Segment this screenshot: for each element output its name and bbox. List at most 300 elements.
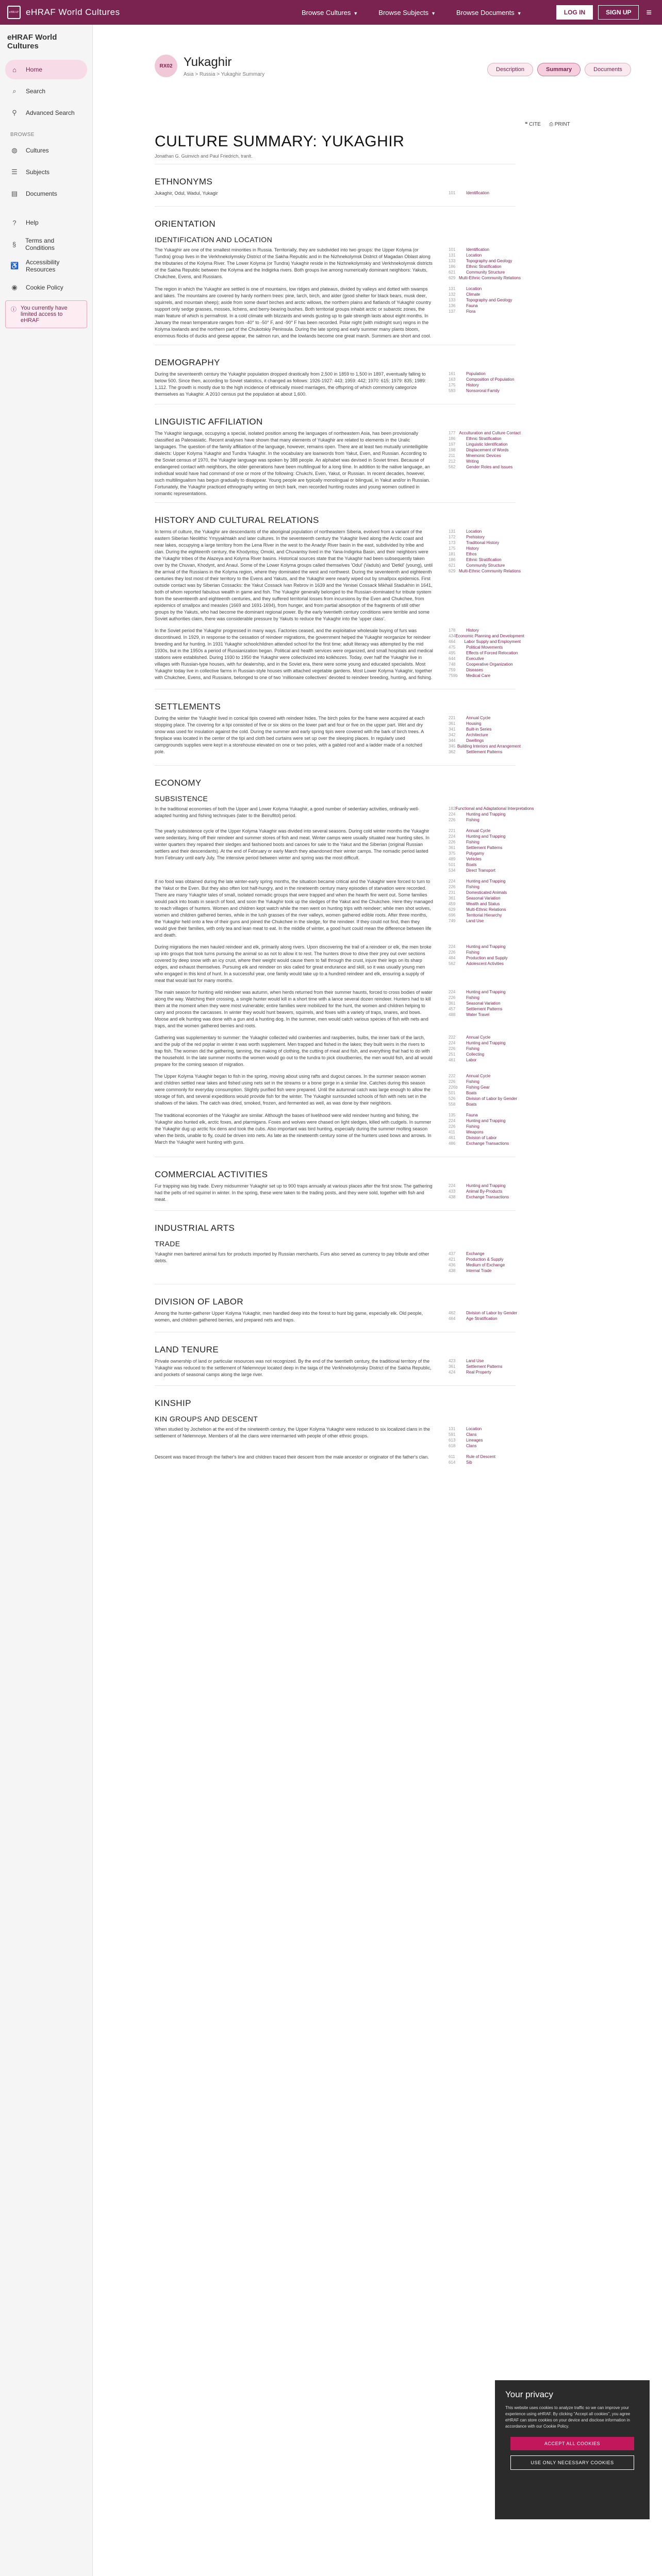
paragraph-text: Private ownership of land or particular resources was not recognized. By the end of the twentieth century, the traditional territory of the Yukaghir was reduced to the settlement of Nelemnoye located deep in the taiga of the Verkhnekolymsky District of the Sakha Republic, and pockets of seasonal camps along the large river.	[155, 1359, 432, 1377]
ocm-code-number: 251	[449, 1052, 456, 1057]
ocm-code-number: 484	[449, 956, 456, 960]
ocm-code-number: 424	[449, 1370, 456, 1375]
ocm-code-number: 181	[449, 552, 456, 556]
ocm-code-row[interactable]	[449, 995, 521, 1001]
ocm-code-number: 177	[449, 431, 456, 435]
sidebar-item-accessibility[interactable]	[5, 256, 87, 276]
sidebar-item-label: Home	[26, 66, 43, 73]
ocm-code-number: 621	[449, 563, 456, 568]
ocm-code-number: 591	[449, 1432, 456, 1437]
ocm-code-row[interactable]	[449, 811, 521, 817]
ocm-code-row[interactable]	[449, 732, 521, 738]
ocm-code-label: History	[466, 546, 479, 551]
ocm-code-row[interactable]	[449, 1046, 521, 1052]
paragraph-text: During migrations the men hauled reindeer and elk, primarily along rivers. Upon discovering the trail of a reindeer or elk, the men broke up into groups that took turns pursuing the animal so as not to allow it to rest. The hunters drove to drive their prey out over sections covered by deep snow with an icy crust, where their weight would cause them to fall through the crust, injure their legs on its sharp edges, and exhaust themselves. Pursuing elk and reindeer on skis called for great endurance and skill, so it was usually young men who engaged in this kind of hunt. In a successful year, one family would take up to a hundred reindeer and elk, ensuring a supply of meat that would last for many months.	[155, 944, 432, 983]
ocm-code-row[interactable]	[449, 650, 521, 656]
ocm-code-row[interactable]	[449, 1124, 521, 1129]
ocm-code-row[interactable]	[449, 912, 521, 918]
section-heading: ETHNONYMS	[155, 177, 213, 187]
paragraph-block	[155, 1035, 516, 1068]
ocm-code-number: 461	[449, 1136, 456, 1140]
ocm-code-number: 175	[449, 546, 456, 551]
ocm-code-number: 457	[449, 1007, 456, 1011]
ocm-code-number: 759	[449, 668, 456, 672]
ocm-code-row[interactable]	[449, 639, 521, 645]
ocm-code-row[interactable]	[449, 1262, 521, 1268]
ocm-code-row[interactable]	[449, 856, 521, 862]
ocm-code-list	[449, 286, 521, 314]
ocm-code-label: Seasonal Variation	[466, 896, 501, 901]
ocm-code-label: Medium of Exchange	[466, 1263, 505, 1267]
privacy-title: Your privacy	[505, 2389, 553, 2399]
document-authors: Jonathan G. Guinvich and Paul Friedrich, tranlt.	[155, 154, 253, 159]
ocm-code-number: 224	[449, 944, 456, 949]
ocm-code-row[interactable]	[449, 839, 521, 845]
ocm-code-label: Production & Supply	[466, 1257, 504, 1262]
ocm-code-row[interactable]	[449, 1118, 521, 1124]
culture-name: Yukaghir	[184, 55, 232, 69]
brand[interactable]	[0, 6, 155, 19]
ocm-code-number: 486	[449, 1141, 456, 1146]
ocm-code-row[interactable]	[449, 944, 521, 950]
ocm-code-number: 438	[449, 1195, 456, 1199]
sidebar-item-documents[interactable]	[5, 184, 87, 204]
ocm-code-row[interactable]	[449, 1364, 521, 1369]
ocm-code-row[interactable]	[449, 252, 521, 258]
ocm-code-row[interactable]	[449, 292, 521, 297]
ocm-code-row[interactable]	[449, 1189, 521, 1194]
ocm-code-label: Linguistic Identification	[466, 442, 508, 447]
ocm-code-label: Exchange Transactions	[466, 1195, 509, 1199]
ocm-code-label: Hunting and Trapping	[466, 1118, 506, 1123]
cite-button[interactable]	[525, 122, 541, 127]
ocm-code-row[interactable]	[449, 1101, 521, 1107]
ocm-code-number: 224	[449, 879, 456, 884]
ocm-code-number: 221	[449, 716, 456, 720]
ocm-code-row[interactable]	[449, 1079, 521, 1084]
ocm-code-label: History	[466, 383, 479, 387]
ocm-code-row[interactable]	[449, 878, 521, 884]
subsection-heading: KIN GROUPS AND DESCENT	[155, 1415, 258, 1423]
section-heading: DIVISION OF LABOR	[155, 1297, 244, 1307]
ocm-code-row[interactable]	[449, 721, 521, 726]
ocm-code-number: 361	[449, 1001, 456, 1006]
ocm-code-row[interactable]	[449, 656, 521, 662]
ocm-code-label: Topography and Geology	[466, 259, 512, 263]
ocm-code-row[interactable]	[449, 1432, 521, 1437]
paragraph-block	[155, 1358, 516, 1380]
ocm-code-row[interactable]	[449, 459, 521, 464]
ocm-code-row[interactable]	[449, 303, 521, 309]
ocm-code-row[interactable]	[449, 645, 521, 650]
ocm-code-number: 226	[449, 1079, 456, 1084]
paragraph-text: The Yukaghir language, occupying a special, isolated position among the languages of northeastern Asia, has been provisionally classified as Paleoasiatic. Recent analyses have shown that many elements of Yukaghir are related to elements in the Uralic languages. The question of the family affiliation of the language, however, remains open. There are at least two mutually unintelligible dialects: Upper Kolyma Yukaghir and Tundra Yukaghir. In the vocabulary are loanwords from Yakut, Even, and Russian. According to the Soviet census of 1970, the Yukaghir language was spoken by 388 people. An alphabet was devised in Soviet times. Because of endangered contact with neighbors, the older generations have been multilingual for a long time. In addition to the native language, an individual would have had command of one or more of the following: Chukchi, Even, Yakut, or Russian. In recent decades, however, such multilingualism has begun gradually to disappear. Young people are typically monolingual or bilingual, in Yakut and/or in Russian. Fortunately, the Yukaghir practiced ethnography writing on birch bark, men recorded hunting routes and young women outlined in romantic representations.	[155, 431, 431, 496]
ocm-code-row[interactable]	[449, 1251, 521, 1257]
ocm-code-row[interactable]	[449, 961, 521, 967]
ocm-code-number: 526	[449, 1096, 456, 1101]
ocm-code-number: 222	[449, 1035, 456, 1040]
sidebar-spacer	[5, 206, 87, 213]
ocm-code-row[interactable]	[449, 309, 521, 314]
cite-label: CITE	[529, 122, 541, 127]
ocm-code-row[interactable]	[449, 540, 521, 546]
ocm-code-label: Direct Transport	[466, 868, 495, 873]
ocm-code-label: Annual Cycle	[466, 716, 491, 720]
ocm-code-row[interactable]	[449, 1052, 521, 1057]
ocm-code-label: Boats	[466, 1102, 477, 1107]
ocm-code-row[interactable]	[449, 749, 521, 755]
sidebar-item-label: Accessibility Resources	[26, 259, 60, 273]
ocm-code-row[interactable]	[449, 851, 521, 856]
ocm-code-label: Annual Cycle	[466, 1035, 491, 1040]
section-heading: INDUSTRIAL ARTS	[155, 1223, 235, 1233]
ocm-code-row[interactable]	[449, 901, 521, 907]
ocm-code-number: 361	[449, 896, 456, 901]
ocm-code-number: 759b	[449, 673, 458, 678]
ocm-code-number: 438	[449, 1268, 456, 1273]
ocm-code-number: 342	[449, 733, 456, 737]
ocm-code-row[interactable]	[449, 1040, 521, 1046]
ocm-code-number: 101	[449, 247, 456, 252]
ocm-code-list	[449, 628, 524, 679]
ocm-code-number: 437	[449, 1251, 456, 1256]
ocm-code-row[interactable]	[449, 806, 534, 811]
ocm-code-number: 161	[449, 371, 456, 376]
ocm-code-row[interactable]	[449, 1454, 521, 1460]
ocm-code-number: 562	[449, 961, 456, 966]
advanced-search-icon: ⚲	[12, 109, 17, 116]
ocm-code-label: Political Movements	[466, 645, 503, 650]
ocm-code-label: Fishing	[466, 840, 479, 844]
ocm-code-row[interactable]	[449, 371, 521, 377]
ocm-code-number: 226	[449, 840, 456, 844]
ocm-code-row[interactable]	[449, 1090, 521, 1096]
ocm-code-row[interactable]	[449, 1316, 521, 1321]
chevron-down-icon: ▼	[353, 10, 358, 16]
ocm-code-row[interactable]	[449, 1012, 521, 1018]
nav-browse-cultures[interactable]	[291, 9, 368, 16]
ocm-code-label: Hunting and Trapping	[466, 944, 506, 949]
ocm-code-row[interactable]	[449, 828, 521, 834]
ocm-code-row[interactable]	[449, 989, 521, 995]
ocm-code-label: Territorial Hierarchy	[466, 913, 502, 918]
ocm-code-label: Identification	[466, 247, 489, 252]
ocm-code-row[interactable]	[449, 382, 521, 388]
ocm-code-row[interactable]	[449, 633, 524, 639]
ocm-code-row[interactable]	[449, 1096, 521, 1101]
ocm-code-row[interactable]	[449, 557, 521, 563]
document-tools	[525, 122, 613, 127]
ocm-code-row[interactable]	[449, 950, 521, 955]
ocm-code-list	[449, 715, 521, 755]
info-icon: ⓘ	[11, 307, 16, 313]
document-sections	[155, 164, 534, 1470]
limited-access-notice[interactable]	[5, 300, 87, 328]
ocm-code-row[interactable]	[449, 1437, 521, 1443]
ocm-code-label: Identification	[466, 191, 489, 195]
ocm-code-row[interactable]	[449, 1443, 521, 1449]
document-body	[155, 133, 534, 1470]
paragraph-block	[155, 806, 534, 828]
login-button[interactable]: LOG IN	[556, 5, 593, 20]
ocm-code-label: Mnemonic Devices	[466, 453, 501, 458]
paragraph-block	[155, 529, 521, 622]
top-navigation-bar	[0, 0, 662, 25]
nav-label: Browse Cultures	[302, 8, 351, 16]
nav-browse-documents[interactable]	[446, 9, 532, 16]
ocm-code-row[interactable]	[449, 907, 521, 912]
ocm-code-label: Clans	[466, 1444, 477, 1448]
ocm-code-row[interactable]	[449, 667, 521, 673]
ocm-code-number: 644	[449, 656, 456, 661]
limited-access-text: You currently have limited access to eHRAF	[21, 305, 68, 324]
ocm-code-label: Internal Trade	[466, 1268, 492, 1273]
ocm-code-row[interactable]	[449, 534, 521, 540]
ocm-code-number: 186	[449, 557, 456, 562]
paragraph-block	[155, 1310, 516, 1327]
ocm-code-row[interactable]	[449, 190, 521, 196]
help-icon: ?	[12, 218, 16, 227]
ocm-code-row[interactable]	[449, 1073, 521, 1079]
ocm-code-row[interactable]	[449, 1268, 521, 1274]
ocm-code-number: 224	[449, 834, 456, 839]
sidebar-item-subjects[interactable]	[5, 162, 87, 182]
ocm-code-row[interactable]	[449, 884, 521, 890]
accessibility-icon: ♿	[10, 262, 19, 269]
ocm-code-row[interactable]	[449, 453, 521, 459]
ocm-code-row[interactable]	[449, 568, 521, 574]
paragraph-block	[155, 628, 524, 684]
ocm-code-label: Vehicles	[466, 857, 482, 861]
section-heading: ECONOMY	[155, 778, 202, 788]
ocm-code-row[interactable]	[449, 1194, 521, 1200]
ocm-code-row[interactable]	[449, 1460, 521, 1465]
ocm-code-row[interactable]	[449, 918, 521, 924]
ocm-code-row[interactable]	[449, 715, 521, 721]
ocm-code-number: 133	[449, 259, 456, 263]
ocm-code-number: 475	[449, 645, 456, 650]
ocm-code-label: Fishing	[466, 950, 479, 955]
section-divider	[155, 765, 516, 766]
ocm-code-label: Division of Labor	[466, 1136, 497, 1140]
paragraph-block	[155, 878, 516, 939]
paragraph-text: When studied by Jochelson at the end of the nineteenth century, the Upper Kolyma Yukaghir were reduced to six localized clans in the settlement of Nelemnoye. Members of all the clans were intermarried with people of other ethnic groups.	[155, 1427, 430, 1438]
ocm-code-label: Age Stratification	[466, 1316, 498, 1321]
paragraph-text: The Yukaghir are one of the smallest minorities in Russia. Territorially, they are subdivided into two groups: the Upper Kolyma (or Tundra) group lives in the Verkhnekolymskiy District of the Sakha Republic and in the Nizhnekolymsk District of Magadan Oblast along the tributaries of the Kolyma River. The Lower Kolyma (or Tundra) Yukaghir reside in the Nizhnekolymskiy and Verkhnekolymsk districts of the Sakha Republic between the Kolyma and the Indigirka rivers. Both groups live among numerically dominant neighbors: Yakuts, Chukchee, Evens, and Russians.	[155, 247, 433, 279]
ocm-code-list	[449, 1454, 521, 1465]
ocm-code-label: Location	[466, 529, 482, 534]
ocm-code-label: Polygamy	[466, 851, 485, 856]
tab-description[interactable]: Description	[487, 63, 533, 76]
ocm-code-row[interactable]	[449, 1141, 521, 1146]
sidebar-item-cookie-policy[interactable]	[5, 278, 87, 297]
ocm-code-row[interactable]	[449, 447, 521, 453]
ocm-code-row[interactable]	[449, 628, 521, 633]
ocm-code-row[interactable]	[449, 1112, 521, 1118]
ocm-code-row[interactable]	[449, 1057, 521, 1063]
paragraph-text: The Upper Kolyma Yukaghir began to fish in the spring, moving about using rafts and dugout canoes. In the summer season women and children settled near lakes and fished using nets set in the streams or a bone gorge in a similar line. Catches during this season were commonly for everyday consumption. Slightly purified fish were prepared. Until the autumnal catch was large enough to allow the storage of fish, and several expeditions would provide fish for the winter. The Yukaghir surrounded schools of fish with nets set in the shallows of the lakes. The catch was dried, smoked, frozen, and fermented as well, as was done by their neighbors.	[155, 1074, 431, 1106]
sidebar-item-home[interactable]	[5, 60, 87, 79]
ocm-code-row[interactable]	[449, 1084, 521, 1090]
section-heading: ORIENTATION	[155, 219, 216, 229]
ocm-code-list	[449, 1251, 521, 1274]
subsection-heading: SUBSISTENCE	[155, 794, 208, 803]
ocm-code-row[interactable]	[449, 1001, 521, 1006]
signup-button[interactable]: SIGN UP	[598, 5, 639, 20]
subsection-heading: TRADE	[155, 1240, 180, 1248]
ocm-code-number: 361	[449, 1364, 456, 1369]
ocm-code-row[interactable]	[449, 662, 521, 667]
ocm-code-label: Nonsororal Family	[466, 388, 500, 393]
ocm-code-row[interactable]	[449, 726, 521, 732]
ocm-code-row[interactable]	[449, 464, 521, 470]
ocm-code-label: Animal By-Products	[466, 1189, 503, 1194]
ocm-code-row[interactable]	[449, 834, 521, 839]
section-heading: COMMERCIAL ACTIVITIES	[155, 1170, 268, 1179]
ocm-code-label: Prehistory	[466, 535, 485, 539]
ocm-code-row[interactable]	[449, 1310, 521, 1316]
ocm-code-row[interactable]	[449, 430, 521, 436]
accept-all-cookies-button[interactable]: ACCEPT ALL COOKIES	[510, 2437, 634, 2450]
ocm-code-number: 361	[449, 845, 456, 850]
ocm-code-row[interactable]	[449, 1426, 521, 1432]
ocm-code-number: 175	[449, 383, 456, 387]
ocm-code-number: 501	[449, 1091, 456, 1095]
documents-icon: ▤	[11, 190, 18, 197]
paragraph-block	[155, 430, 521, 497]
ocm-code-label: Location	[466, 286, 482, 291]
ocm-code-row[interactable]	[449, 551, 521, 557]
section-divider	[155, 1210, 516, 1211]
ocm-code-row[interactable]	[449, 563, 521, 568]
ocm-code-row[interactable]	[449, 1183, 521, 1189]
print-button[interactable]	[549, 122, 570, 127]
ocm-code-row[interactable]	[449, 845, 521, 851]
ocm-code-row[interactable]	[449, 673, 521, 679]
ocm-code-row[interactable]	[449, 862, 521, 868]
nav-browse-subjects[interactable]	[368, 9, 446, 16]
ocm-code-row[interactable]	[449, 1006, 521, 1012]
ocm-code-list	[449, 1310, 521, 1321]
sidebar-item-advanced-search[interactable]	[5, 103, 87, 123]
terms-icon: §	[12, 240, 16, 248]
ocm-code-label: Ethos	[466, 552, 477, 556]
ocm-code-row[interactable]	[449, 275, 521, 281]
tab-documents[interactable]: Documents	[585, 63, 631, 76]
ocm-code-number: 362	[449, 750, 456, 754]
ocm-code-label: Exchange Transactions	[466, 1141, 509, 1146]
ocm-code-row[interactable]	[449, 1369, 521, 1375]
ocm-code-label: Multi-Ethnic Community Relations	[458, 569, 521, 573]
ocm-code-row[interactable]	[449, 1358, 521, 1364]
ocm-code-number: 629	[449, 276, 456, 280]
ocm-code-number: 222	[449, 1074, 456, 1078]
ocm-code-number: 135	[449, 1113, 456, 1117]
ocm-code-row[interactable]	[449, 377, 521, 382]
ocm-code-list	[449, 989, 521, 1018]
culture-tabs	[487, 63, 662, 76]
ocm-code-row[interactable]	[449, 738, 521, 743]
ocm-code-row[interactable]	[449, 297, 521, 303]
paragraph-block	[155, 944, 516, 984]
section-divider	[155, 502, 516, 503]
sidebar-item-terms[interactable]	[5, 234, 87, 254]
menu-icon[interactable]: ≡	[646, 7, 652, 18]
ocm-code-row[interactable]	[449, 442, 521, 447]
ocm-code-row[interactable]	[449, 258, 521, 264]
ocm-code-row[interactable]	[449, 1257, 521, 1262]
home-icon: ⌂	[12, 65, 16, 74]
chevron-down-icon: ▼	[517, 10, 522, 16]
ocm-code-row[interactable]	[449, 817, 521, 823]
ocm-code-row[interactable]	[449, 1135, 521, 1141]
sidebar-item-search[interactable]	[5, 81, 87, 101]
ocm-code-row[interactable]	[449, 743, 521, 749]
ocm-code-label: Acculturation and Culture Contact	[459, 431, 521, 435]
ocm-code-row[interactable]	[449, 247, 521, 252]
ocm-code-list	[449, 529, 521, 574]
ocm-code-number: 341	[449, 727, 456, 732]
sidebar-item-help[interactable]	[5, 213, 87, 232]
ocm-code-label: Hunting and Trapping	[466, 812, 506, 817]
ocm-code-label: Fishing	[466, 1046, 479, 1051]
ocm-code-row[interactable]	[449, 1129, 521, 1135]
ocm-code-row[interactable]	[449, 264, 521, 269]
ocm-code-row[interactable]	[449, 890, 521, 895]
tab-summary[interactable]: Summary	[537, 63, 581, 76]
ocm-code-row[interactable]	[449, 868, 521, 873]
ocm-code-number: 211	[449, 453, 455, 458]
ocm-code-number: 212	[449, 459, 456, 464]
necessary-cookies-button[interactable]: USE ONLY NECESSARY COOKIES	[510, 2455, 634, 2470]
privacy-text: This website uses cookies to analyze traffic so we can improve your experience using eHRAF. By clicking "Accept all cookies", you agree eHRAF can store cookies on your device and disclose information in accordance with our Cookie Policy.	[505, 2405, 631, 2429]
sidebar-item-cultures[interactable]	[5, 141, 87, 160]
ocm-code-number: 629	[449, 569, 456, 573]
ocm-code-number: 749	[449, 919, 456, 923]
ocm-code-row[interactable]	[449, 546, 521, 551]
ocm-code-number: 433	[449, 1189, 456, 1194]
ocm-code-number: 629	[449, 907, 456, 912]
ocm-code-number: 137	[449, 309, 456, 314]
ocm-code-label: Hunting and Trapping	[466, 990, 506, 994]
ocm-code-row[interactable]	[449, 286, 521, 292]
ocm-code-row[interactable]	[449, 388, 521, 394]
ocm-code-number: 593	[449, 388, 456, 393]
ocm-code-row[interactable]	[449, 529, 521, 534]
paragraph-block	[155, 989, 516, 1029]
ocm-code-row[interactable]	[449, 269, 521, 275]
culture-header	[155, 55, 264, 77]
paragraph-text: During the seventeenth century the Yukaghir population dropped drastically from 2,500 in 1859 to 1,500 in 1897, eventually falling to below 500. Since then, according to Soviet statistics, it changed as follows: 1926-1927: 443; 1959: 442; 1970: 615; 1979: 835; 1989: 1,112. The growth is mostly due to the high incidence of ethnically mixed marriages, the offspring of which commonly categorize themselves as Yukaghir. A 2010 census put the population at about 1,600.	[155, 371, 426, 397]
ocm-code-row[interactable]	[449, 895, 521, 901]
ocm-code-label: Location	[466, 1427, 482, 1431]
ocm-code-row[interactable]	[449, 1035, 521, 1040]
ocm-code-row[interactable]	[449, 955, 521, 961]
privacy-dialog	[495, 2380, 650, 2519]
section-heading: SETTLEMENTS	[155, 702, 221, 711]
ocm-code-list	[449, 828, 521, 873]
section-divider	[155, 1385, 516, 1386]
ocm-code-label: Multi-Ethnic Community Relations	[458, 276, 521, 280]
ocm-code-label: Ethnic Stratification	[466, 557, 502, 562]
ocm-code-label: Fauna	[466, 1113, 478, 1117]
ocm-code-row[interactable]	[449, 436, 521, 442]
ocm-code-list	[449, 806, 534, 823]
nav-label: Browse Documents	[456, 8, 515, 16]
paragraph-text: Descent was traced through the father's line and children traced their descent from the male ancestor or originator of the father's clan.	[155, 1454, 429, 1460]
ocm-code-label: Hunting and Trapping	[466, 1041, 506, 1045]
ocm-code-number: 459	[449, 902, 456, 906]
